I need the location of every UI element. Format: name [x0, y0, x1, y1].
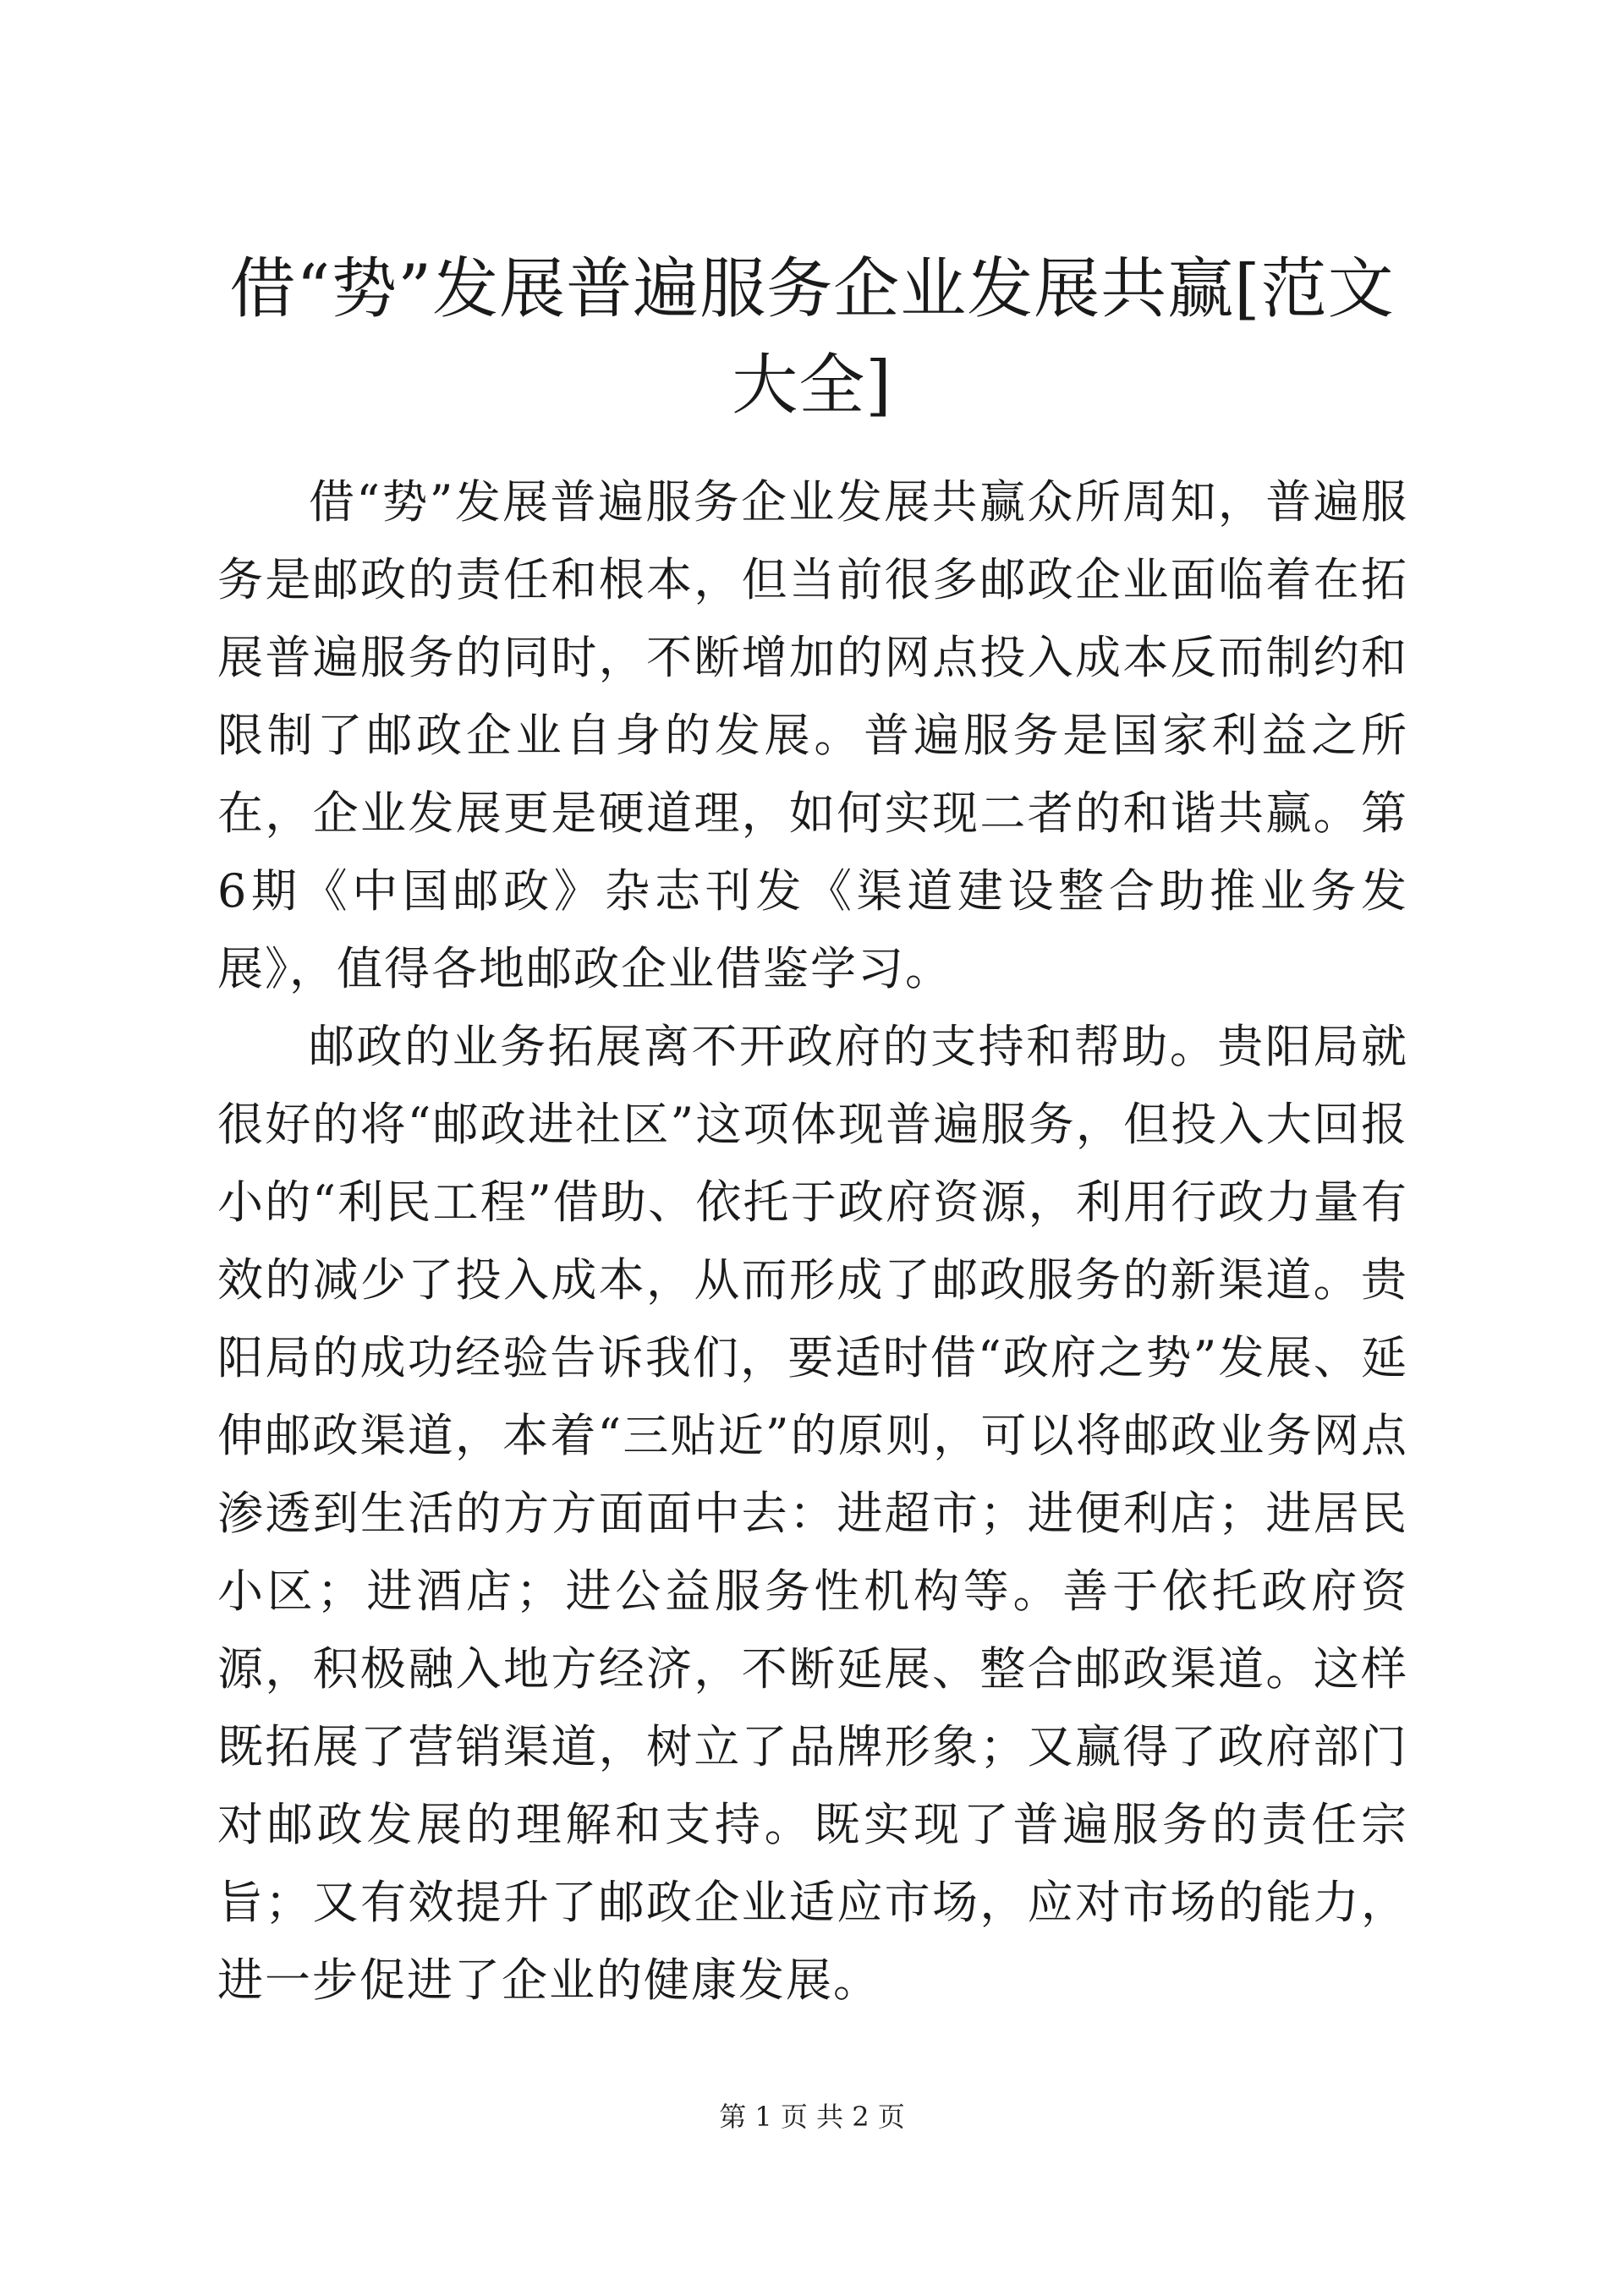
paragraph-2: 邮政的业务拓展离不开政府的支持和帮助。贵阳局就很好的将“邮政进社区”这项体现普遍服务，但投入大回报小的“利民工程”借助、依托于政府资源，利用行政力量有效的减少了投入成本，从而形成了邮政服务的新渠道。贵阳局的成功经验告诉我们，要适时借“政府之势”发展、延伸邮政渠道，本着“三贴近”的原则，可以将邮政业务网点渗透到生活的方方面面中去：进超市；进便利店；进居民小区；进酒店；进公益服务性机构等。善于依托政府资源，积极融入地方经济，不断延展、整合邮政渠道。这样既拓展了营销渠道，树立了品牌形象；又赢得了政府部门对邮政发展的理解和支持。既实现了普遍服务的责任宗旨；又有效提升了邮政企业适应市场，应对市场的能力，进一步促进了企业的健康发展。	[217, 1020, 1408, 2007]
document-title: 借“势”发展普遍服务企业发展共赢[范文大全]	[229, 251, 1395, 424]
page-number-footer: 第 1 页 共 2 页	[719, 2101, 905, 2133]
paragraph-1: 借“势”发展普遍服务企业发展共赢众所周知，普遍服务是邮政的责任和根本，但当前很多邮政企业面临着在拓展普遍服务的同时，不断增加的网点投入成本反而制约和限制了邮政企业自身的发展。普遍服务是国家利益之所在，企业发展更是硬道理，如何实现二者的和谐共赢。第6期《中国邮政》杂志刊发《渠道建设整合助推业务发展》，值得各地邮政企业借鉴学习。	[217, 475, 1408, 995]
document-body	[217, 463, 1408, 2019]
